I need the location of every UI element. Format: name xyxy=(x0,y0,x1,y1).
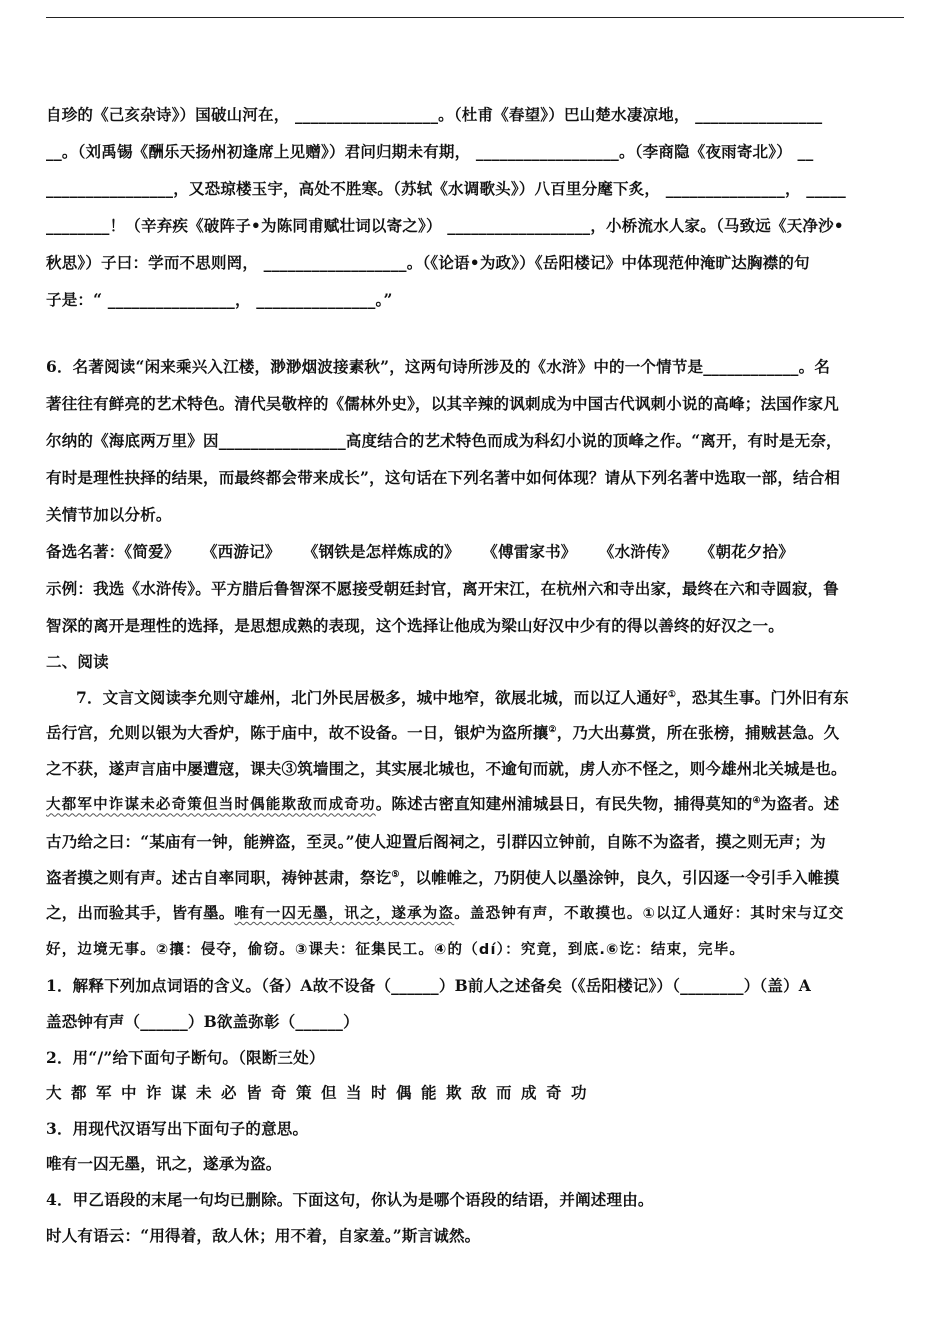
section-reading xyxy=(46,644,904,1253)
text-line: 子是：“ ________________， _______________。” xyxy=(46,290,393,309)
option-item: 《简爱》 xyxy=(124,542,180,561)
sub-question-2: 2．用“/”给下面句子断句。（限断三处） xyxy=(46,1047,325,1067)
text-line: 有时是理性抉择的结果，而最终都会带来成长”，这句话在下列名著中如何体现？请从下列名著中选取一部，结合相 xyxy=(46,468,841,487)
options-label: 备选名著： xyxy=(46,542,125,561)
passage-line: 之不获，遂声言庙中屡遭寇，课夫③筑墙围之，其实展北城也，不逾旬而就，虏人亦不怪之，则今雄州北关城是也。 xyxy=(46,758,847,778)
passage-line: 盗者摸之则有声。述古自率同职，祷钟甚肃，祭讫⑤，以帷帷之，乃阴使人以墨涂钟，良久，引囚逐一令引手入帷摸 xyxy=(46,867,840,887)
punctuation-task-text: 大都军中诈谋未必皆奇策但当时偶能欺敌而成奇功 xyxy=(46,1083,597,1103)
text-line: ________________，又恐琼楼玉宇，高处不胜寒。（苏轼《水调歌头》）八百里分麾下炙， _______________， _____ xyxy=(46,179,846,198)
top-rule xyxy=(46,17,904,18)
spacer xyxy=(46,318,904,348)
sub-question-3: 3．用现代汉语写出下面句子的意思。 xyxy=(46,1118,309,1138)
text-line: 尔纳的《海底两万里》因________________高度结合的艺术特色而成为科幻小说的顶峰之作。“离开，有时是无奈， xyxy=(46,431,842,450)
footnote-marker: ⑤ xyxy=(391,869,400,880)
option-item: 《西游记》 xyxy=(201,542,281,561)
passage-line: 之，出而验其手，皆有墨。唯有一囚无墨，讯之，遂承为盗。盖恐钟有声，不敢摸也。①以辽人通好：其时宋与辽交 xyxy=(46,903,845,923)
section-heading: 二、阅读 xyxy=(46,652,109,671)
passage-line: 大都军中诈谋未必奇策但当时偶能欺敌而成奇功。陈述古密直知建州浦城县日，有民失物，捕得莫知的④为盗者。述 xyxy=(46,794,840,814)
footnote-marker: ② xyxy=(548,725,557,736)
sub-question-1-cont: 盖恐钟有声（______）B欲盖弥彰（______） xyxy=(46,1011,359,1031)
quote-text: 时人有语云：“用得着，敌人休；用不着，自家羞。”斯言诚然。 xyxy=(46,1225,481,1245)
text-line: 自珍的《己亥杂诗》）国破山河在， __________________。（杜甫《春望》）巴山楚水凄凉地， ________________ xyxy=(46,105,823,124)
text-line: 著往往有鲜亮的艺术特色。清代吴敬梓的《儒林外史》，以其辛辣的讽刺成为中国古代讽刺小说的高峰；法国作家凡 xyxy=(46,394,839,413)
text-line: __。（刘禹锡《酬乐天扬州初逢席上见赠》）君问归期未有期， __________________。（李商隐《夜雨寄北》） __ xyxy=(46,142,814,161)
text-line: 6．名著阅读“闲来乘兴入江楼，渺渺烟波接素秋”，这两句诗所涉及的《水浒》中的一个情节是____________。名 xyxy=(46,357,831,376)
example-line: 示例：我选《水浒传》。平方腊后鲁智深不愿接受朝廷封官，离开宋江，在杭州六和寺出家，最终在六和寺圆寂，鲁 xyxy=(46,579,839,598)
example-line: 智深的离开是理性的选择，是思想成熟的表现，这个选择让他成为梁山好汉中少有的得以善终的好汉之一。 xyxy=(46,616,784,635)
option-item: 《钢铁是怎样炼成的》 xyxy=(302,542,460,561)
option-item: 《水浒传》 xyxy=(598,542,678,561)
wavy-underlined-text: 唯有一囚无墨，讯之，遂承为盗 xyxy=(234,906,455,923)
passage-line: 岳行宫，允则以银为大香炉，陈于庙中，故不设备。一日，银炉为盗所攘②，乃大出募赏，所在张榜，捕贼甚急。久 xyxy=(46,723,840,743)
options-line xyxy=(46,533,904,570)
footnote-marker: ④ xyxy=(752,796,761,807)
passage-line: 古乃给之曰：“某庙有一钟，能辨盗，至灵。”使人迎置后阁祠之，引群囚立钟前，自陈不为盗者，摸之则无声；为 xyxy=(46,831,826,851)
footnotes-line: 好，边境无事。②攘：侵夺，偷窃。③课夫：征集民工。④的（dí）：究竟，到底.⑥讫：结束，完毕。 xyxy=(46,941,746,958)
text-line: ________！（辛弃疾《破阵子•为陈同甫赋壮词以寄之》） __________________，小桥流水人家。（马致远《天净沙• xyxy=(46,216,844,235)
poetry-fill-blanks xyxy=(46,96,904,318)
passage-line: 7．文言文阅读李允则守雄州，北门外民居极多，城中地窄，欲展北城，而以辽人通好①，恐其生事。门外旧有东 xyxy=(76,687,849,707)
translation-task-text: 唯有一囚无墨，讯之，遂承为盗。 xyxy=(46,1154,282,1174)
question-6 xyxy=(46,348,904,644)
option-item: 《傅雷家书》 xyxy=(482,542,577,561)
text-line: 秋思》）子曰：学而不思则罔， __________________。（《论语•为政》）《岳阳楼记》中体现范仲淹旷达胸襟的句 xyxy=(46,253,810,272)
sub-question-4: 4．甲乙语段的末尾一句均已删除。下面这句，你认为是哪个语段的结语，并阐述理由。 xyxy=(46,1189,654,1209)
text-line: 关情节加以分析。 xyxy=(46,505,172,524)
sub-question-1: 1．解释下列加点词语的含义。（备）A故不设备（______）B前人之述备矣（《岳阳楼记》）（________）（盖）A xyxy=(46,976,811,996)
document-page xyxy=(46,96,904,1253)
option-item: 《朝花夕拾》 xyxy=(699,542,794,561)
wavy-underlined-text: 大都军中诈谋未必奇策但当时偶能欺敌而成奇功 xyxy=(46,797,376,814)
footnote-marker: ① xyxy=(667,689,677,700)
